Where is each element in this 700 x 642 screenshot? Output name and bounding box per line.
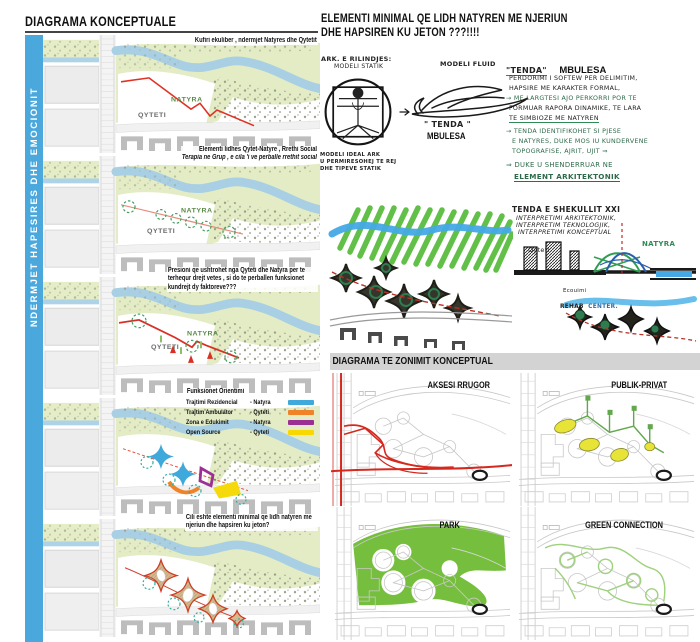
legend-zone: - Qyteti bbox=[250, 409, 270, 416]
legend-label: Open Source bbox=[186, 429, 221, 436]
legend-swatch-purple bbox=[288, 420, 314, 425]
notes-line-5: → TENDA IDENTIFIKOHET SI PJESE bbox=[506, 128, 622, 135]
mid-note-line4: INTERPRETIMI KONCEPTUAL bbox=[518, 229, 612, 236]
mid-label-eco: Ecouimi bbox=[563, 288, 587, 294]
legend-swatch-yellow bbox=[288, 430, 314, 435]
concept-map-1 bbox=[43, 35, 320, 153]
zoning-map-park bbox=[331, 507, 512, 640]
legend-zone: - Qyteti bbox=[250, 429, 270, 436]
notes-line-2: → ME LARGTESI AJO PERKORRI POR TE bbox=[506, 95, 637, 102]
notes-line-7: TOPOGRAFISE, AJRIT, UJIT ⇒ bbox=[512, 148, 608, 155]
notes-line-0: PERDORIMI I SOFTEW PER DELIMITIM, bbox=[509, 75, 638, 82]
notes-line-4: TE SIMBIOZE ME NATYREN bbox=[509, 115, 599, 122]
panel2-caption-group bbox=[151, 146, 318, 163]
mid-label-natyra: NATYRA bbox=[642, 240, 676, 248]
ark-footnote-line1: MODELI IDEAL ARK bbox=[320, 152, 381, 158]
legend-row-opensource bbox=[186, 429, 322, 436]
legend-swatch-orange bbox=[288, 410, 314, 415]
zoning-label-green-connection: GREEN CONNECTION bbox=[585, 520, 663, 530]
panel2-subcaption: Terapia ne Grup , e cila 'i ve perballe rrethit social bbox=[182, 154, 318, 162]
concept-map-3 bbox=[43, 277, 320, 395]
zoning-label-aksesi: AKSESI RRUGOR bbox=[427, 380, 490, 390]
building-silhouettes bbox=[340, 328, 465, 350]
mid-note-line2: INTERPRETIMI ARKITEKTONIK, bbox=[516, 215, 617, 222]
modeli-fluid-label: MODELI FLUID bbox=[440, 60, 496, 68]
right-title-line1: ELEMENTI MINIMAL QE LIDH NATYREN ME NJERIUN bbox=[321, 13, 568, 25]
green-hatch bbox=[340, 208, 512, 270]
legend-label: Trajtim Ambulator bbox=[186, 409, 234, 416]
notes-line-9: ELEMENT ARKITEKTONIK bbox=[514, 172, 620, 181]
mbulesa-label: MBULESA bbox=[427, 131, 466, 142]
zoning-title-band bbox=[330, 353, 700, 370]
tenda-quote-label: " TENDA " bbox=[424, 120, 472, 129]
zoning-title: DIAGRAMA TE ZONIMIT KONCEPTUAL bbox=[332, 355, 493, 367]
map-label-natyra: NATYRA bbox=[186, 330, 219, 338]
sidebar-bar bbox=[25, 35, 43, 642]
legend-label: Trajtimi Rezidencial bbox=[186, 399, 238, 406]
marker-landscape-sketch bbox=[328, 200, 513, 352]
concept-map-5 bbox=[43, 519, 320, 637]
left-title: DIAGRAMA KONCEPTUALE bbox=[25, 14, 177, 29]
notes-line-6: E NATYRES, DUKE MOS IU KUNDERVENE bbox=[512, 138, 648, 145]
ark-footnote-line3: DHE TIPEVE STATIK bbox=[320, 165, 382, 172]
map-label-qyteti: QYTETI bbox=[147, 228, 176, 236]
map-label-natyra: NATYRA bbox=[171, 96, 203, 104]
center-text: CENTER. bbox=[588, 304, 618, 310]
road-curves bbox=[330, 312, 512, 326]
right-title-line2: DHE HAPSIREN KU JETON ???!!!! bbox=[321, 27, 480, 39]
legend-row-rezidencial bbox=[186, 399, 322, 406]
panel3-caption: Presioni qe ushtrohet nga Qyteti dhe Natyra per te terhequr drejt vetes , si do te perballen funksionet kundrejt dy faktoreve??? bbox=[167, 267, 318, 292]
notes-line-1: HAPSIRE ME KARAKTER FORMAL, bbox=[509, 85, 621, 92]
mid-label-qyteti: Qyteti bbox=[528, 246, 550, 254]
map-label-qyteti: QYTETI bbox=[138, 111, 167, 119]
notes-heading-tenda: "TENDA" bbox=[506, 66, 547, 75]
legend-zone: - Natyra bbox=[250, 399, 271, 406]
legend-zone: - Natyra bbox=[250, 419, 271, 426]
map-label-qyteti: QYTETI bbox=[151, 344, 180, 352]
ark-footnote-line2: U PERMIRESOHEJ TE REJ bbox=[320, 158, 397, 165]
legend-row-edukimit bbox=[186, 419, 322, 426]
zoning-map-aksesi bbox=[331, 373, 512, 506]
notes-line-3: FORMUAR RAPORA DINAMIKE, TE LARA bbox=[509, 105, 642, 112]
modeli-statik-label: MODELI STATIK bbox=[334, 63, 384, 70]
mid-label-rehab-center bbox=[560, 295, 618, 313]
left-title-underline bbox=[25, 31, 318, 33]
legend-swatch-blue bbox=[288, 400, 314, 405]
mid-note-line3: INTERPRETIM TEKNOLOGJIK, bbox=[516, 222, 611, 229]
panel5-caption: Cili eshte elementi minimal qe lidh natyren me njeriun dhe hapsiren ku jeton? bbox=[185, 514, 318, 531]
notes-heading-mbulesa: MBULESA bbox=[559, 65, 607, 76]
panel4-legend-title: Funksionet Orientimi bbox=[186, 388, 245, 395]
rehab-text: REHAB bbox=[560, 304, 584, 310]
legend-row-ambulator bbox=[186, 409, 322, 416]
zoning-label-publik-privat: PUBLIK-PRIVAT bbox=[611, 380, 667, 390]
panel2-caption: Elementi lidhes Qytet-Natyre , Rrethi Social bbox=[181, 146, 318, 154]
ark-footnote bbox=[320, 152, 396, 172]
sidebar-vertical-text: NDERMJET HAPESIRES DHE EMOCIONIT bbox=[28, 87, 40, 328]
notes-line-8: ⇒ DUKE U SHENDERRUAR NE bbox=[506, 161, 613, 169]
green-connection-overlay bbox=[545, 544, 665, 605]
map-label-natyra: NATYRA bbox=[180, 207, 213, 215]
legend-label: Zona e Edukimit bbox=[186, 419, 229, 426]
panel1-caption: Kufiri ekuliber , ndermjet Natyres dhe Qytetit bbox=[195, 37, 318, 44]
publik-privat-overlay bbox=[553, 396, 671, 480]
ark-rilindjes-label: ARK. E RILINDJES: bbox=[321, 55, 392, 63]
vitruvian-man-sketch bbox=[318, 70, 398, 152]
zoning-map-publik-privat bbox=[515, 373, 696, 506]
concept-map-2 bbox=[43, 156, 320, 274]
zoning-label-park: PARK bbox=[439, 520, 460, 530]
mid-note-title: TENDA E SHEKULLIT XXI bbox=[512, 205, 621, 214]
